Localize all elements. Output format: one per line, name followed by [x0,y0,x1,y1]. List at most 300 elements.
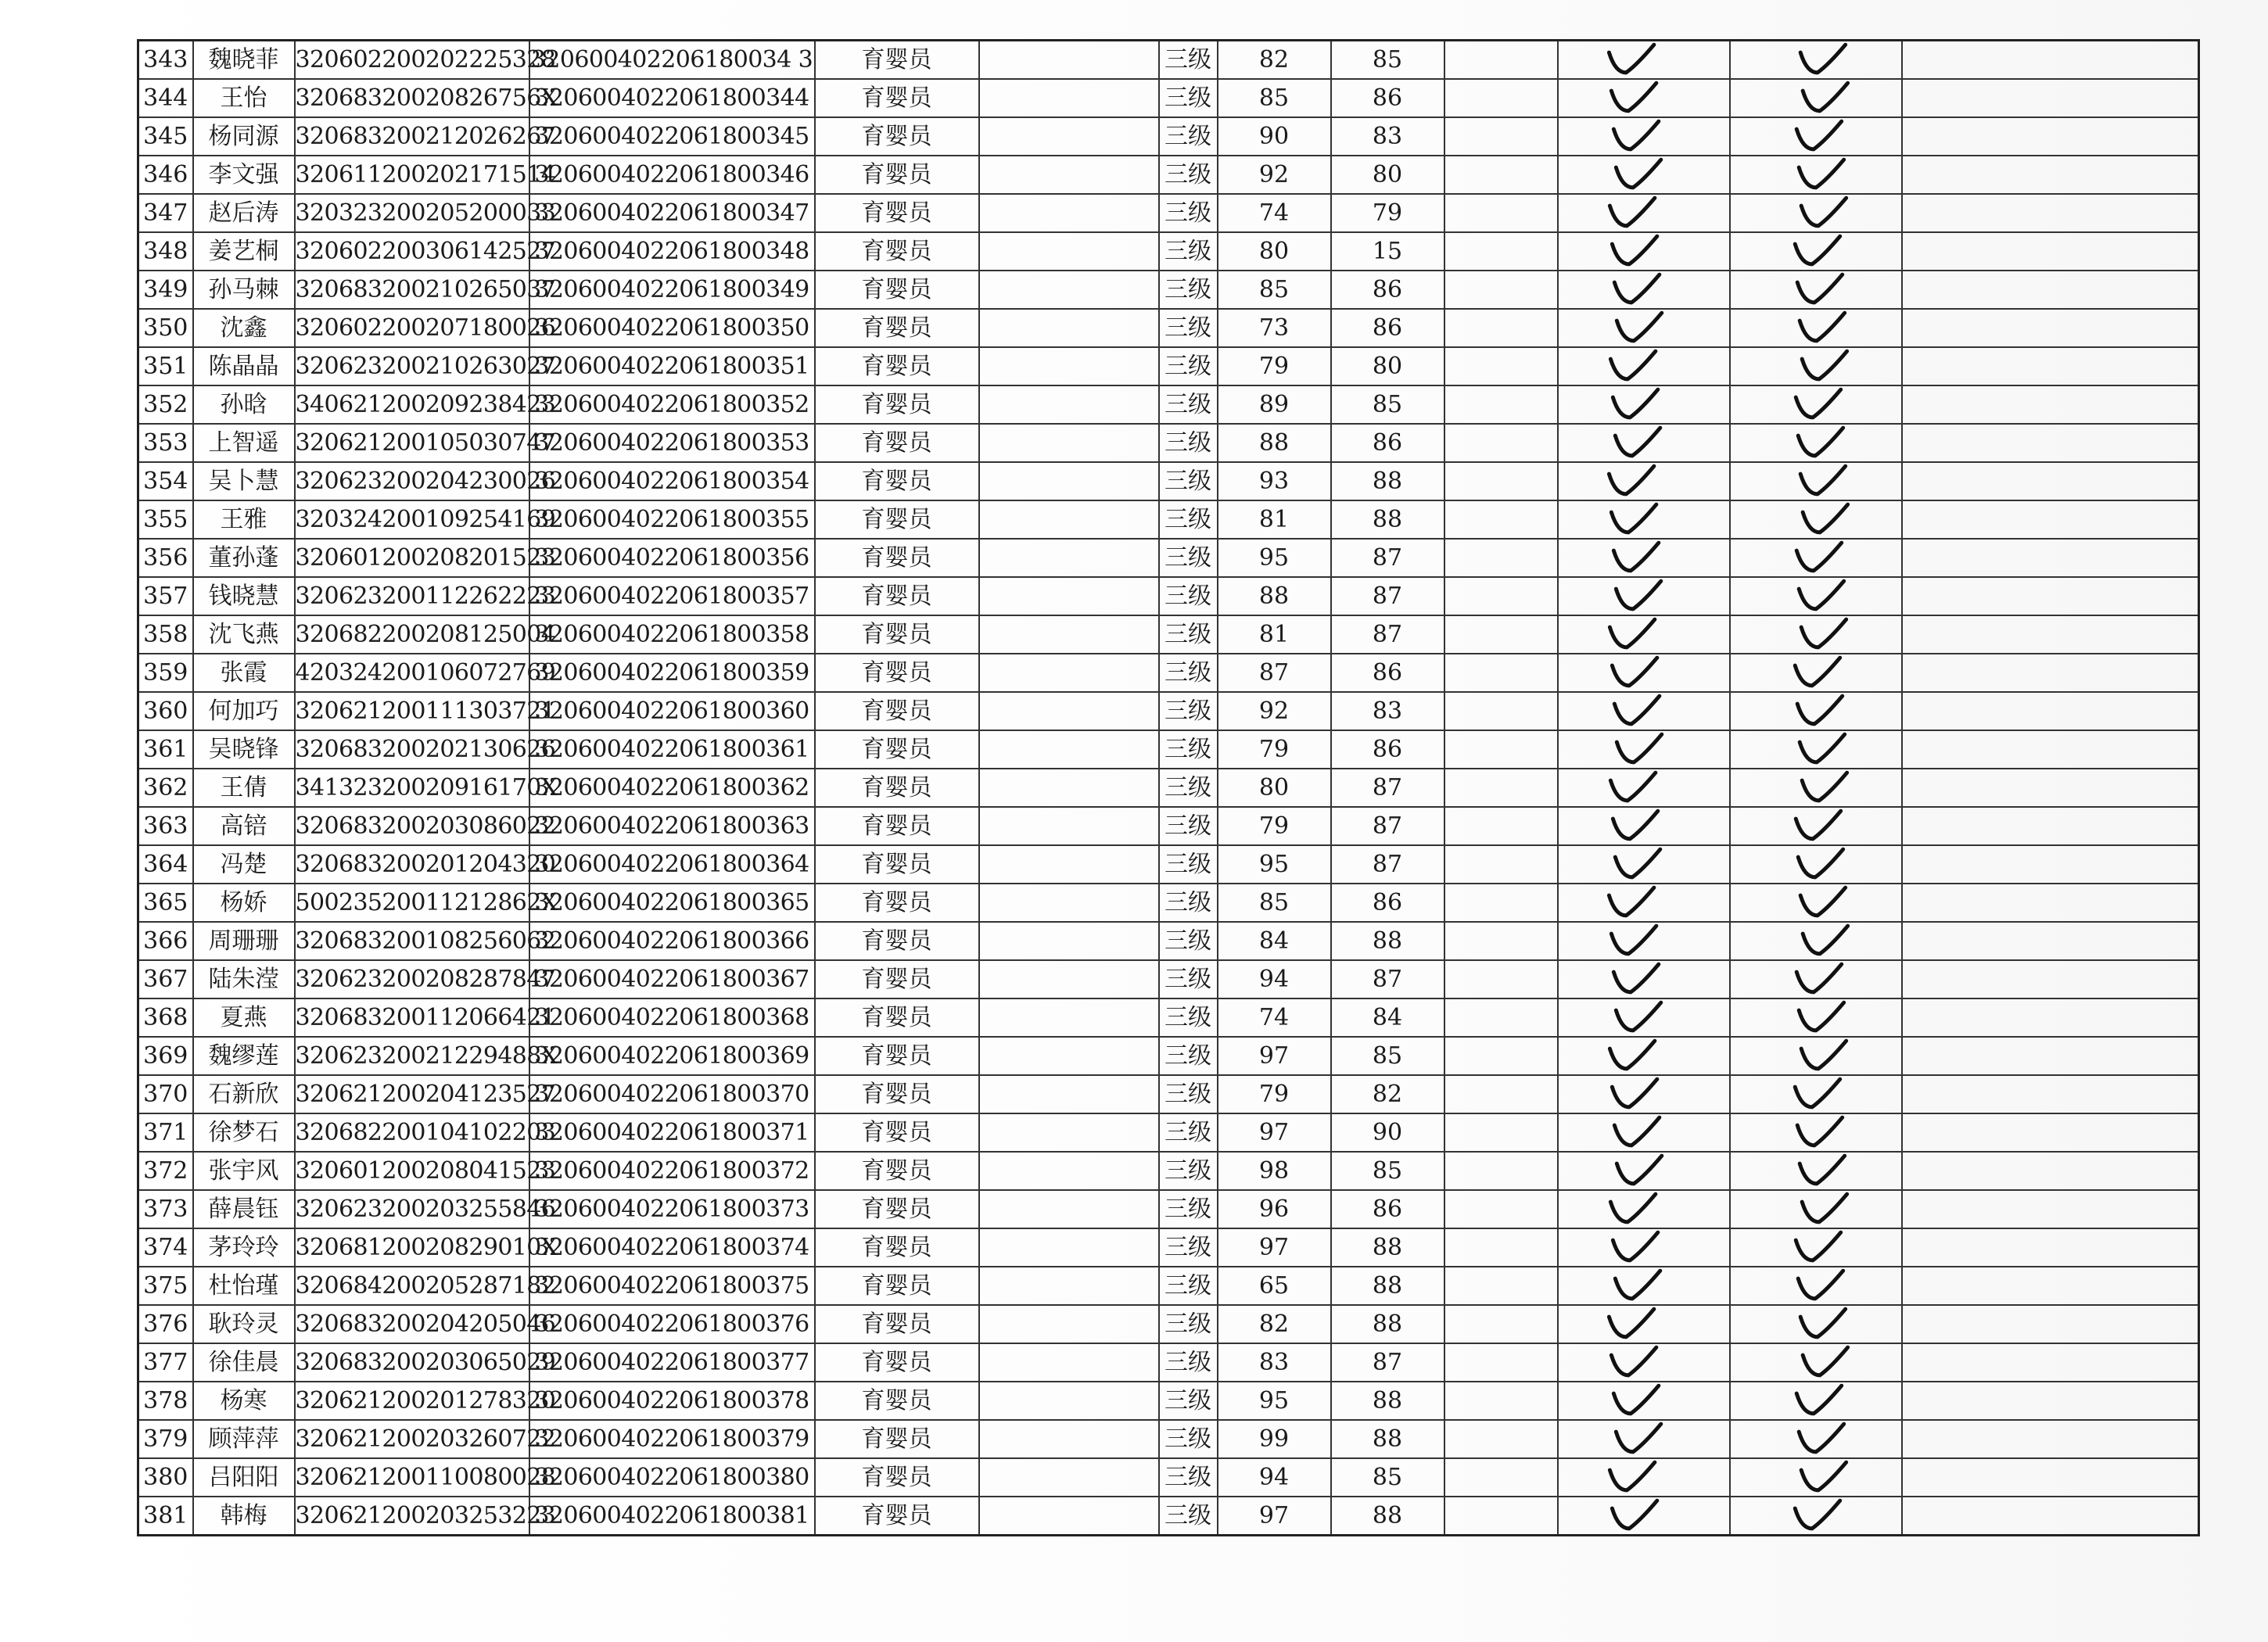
check-mark-stroke [1612,1500,1656,1529]
check-mark-icon [1559,41,1729,78]
blank-cell [979,462,1159,500]
blank-cell [1444,1152,1558,1190]
check-mark-stroke [1801,1041,1846,1069]
blank-cell [1444,922,1558,960]
blank-cell [1902,769,2199,807]
blank-cell [979,1228,1159,1267]
check-mark-stroke [1796,389,1840,418]
check-mark-icon [1559,731,1729,768]
blank-cell [1444,1113,1558,1152]
check-mark-icon [1559,578,1729,615]
check-mark-icon [1731,386,1901,423]
person-name: 陈晶晶 [193,347,295,385]
check-mark-2 [1730,884,1902,922]
skill-level: 三级 [1159,117,1218,156]
skill-level: 三级 [1159,922,1218,960]
check-mark-1 [1558,998,1730,1037]
person-name: 杨同源 [193,117,295,156]
theory-score: 95 [1218,1382,1331,1420]
skill-level: 三级 [1159,1420,1218,1458]
blank-cell [1902,845,2199,884]
check-mark-1 [1558,194,1730,232]
check-mark-2 [1730,769,1902,807]
table-row [138,117,2199,156]
row-number: 357 [138,577,193,615]
check-mark-stroke [1612,1079,1656,1107]
skill-score: 86 [1331,79,1444,117]
theory-score: 88 [1218,577,1331,615]
check-mark-icon [1731,1421,1901,1457]
check-mark-icon [1559,769,1729,806]
person-name: 高锫 [193,807,295,845]
blank-cell [979,1037,1159,1075]
blank-cell [1902,615,2199,654]
check-mark-2 [1730,1497,1902,1536]
theory-score: 82 [1218,41,1331,80]
check-mark-1 [1558,156,1730,194]
certificate-number: 3206004022061800362 [529,769,815,807]
check-mark-2 [1730,156,1902,194]
check-mark-stroke [1609,198,1654,226]
check-mark-icon [1559,118,1729,155]
check-mark-stroke [1798,849,1843,877]
check-mark-stroke [1799,1002,1843,1031]
certificate-number: 3206004022061800378 [529,1382,815,1420]
check-mark-icon [1731,693,1901,730]
occupation: 育婴员 [815,347,979,385]
table-row [138,1497,2199,1536]
skill-level: 三级 [1159,730,1218,769]
skill-score: 87 [1331,807,1444,845]
check-mark-1 [1558,41,1730,80]
occupation: 育婴员 [815,1190,979,1228]
blank-cell [1444,1305,1558,1343]
check-mark-icon [1731,1497,1901,1534]
check-mark-icon [1559,195,1729,231]
id-card-number: 320683200212026267 [295,117,529,156]
check-mark-icon [1731,310,1901,346]
check-mark-icon [1559,693,1729,730]
occupation: 育婴员 [815,654,979,692]
check-mark-stroke [1610,773,1655,801]
skill-level: 三级 [1159,385,1218,424]
check-mark-icon [1559,1497,1729,1534]
table-row [138,1075,2199,1113]
check-mark-stroke [1615,428,1660,456]
check-mark-1 [1558,79,1730,117]
check-mark-icon [1731,961,1901,998]
check-mark-2 [1730,1190,1902,1228]
check-mark-1 [1558,845,1730,884]
check-mark-stroke [1796,1386,1841,1414]
occupation: 育婴员 [815,1497,979,1536]
blank-cell [1902,156,2199,194]
check-mark-2 [1730,1228,1902,1267]
person-name: 顾萍萍 [193,1420,295,1458]
check-mark-icon [1731,616,1901,653]
blank-cell [1444,845,1558,884]
id-card-number: 320683200210265037 [295,271,529,309]
blank-cell [1902,462,2199,500]
occupation: 育婴员 [815,156,979,194]
check-mark-stroke [1610,1194,1655,1222]
row-number: 372 [138,1152,193,1190]
check-mark-2 [1730,922,1902,960]
check-mark-1 [1558,730,1730,769]
skill-level: 三级 [1159,769,1218,807]
row-number: 373 [138,1190,193,1228]
check-mark-icon [1731,884,1901,921]
occupation: 育婴员 [815,1343,979,1382]
table-row [138,347,2199,385]
skill-level: 三级 [1159,1113,1218,1152]
blank-cell [1902,232,2199,271]
id-card-number: 320621200110080028 [295,1458,529,1497]
skill-score: 87 [1331,615,1444,654]
check-mark-icon [1731,348,1901,385]
id-card-number: 50023520011212862X [295,884,529,922]
check-mark-2 [1730,730,1902,769]
check-mark-2 [1730,1343,1902,1382]
check-mark-1 [1558,347,1730,385]
certificate-number: 3206004022061800361 [529,730,815,769]
blank-cell [1444,884,1558,922]
check-mark-1 [1558,462,1730,500]
check-mark-icon [1731,731,1901,768]
id-card-number: 320602200207180026 [295,309,529,347]
check-mark-stroke [1610,351,1655,379]
check-mark-2 [1730,615,1902,654]
check-mark-stroke [1800,466,1845,494]
blank-cell [979,1152,1159,1190]
blank-cell [979,539,1159,577]
check-mark-1 [1558,117,1730,156]
blank-cell [979,1267,1159,1305]
certificate-number: 3206004022061800381 [529,1497,815,1536]
blank-cell [1444,539,1558,577]
skill-level: 三级 [1159,1343,1218,1382]
occupation: 育婴员 [815,1152,979,1190]
check-mark-2 [1730,424,1902,462]
theory-score: 74 [1218,998,1331,1037]
check-mark-icon [1731,540,1901,576]
blank-cell [1444,1075,1558,1113]
certificate-number: 3206004022061800373 [529,1190,815,1228]
occupation: 育婴员 [815,462,979,500]
check-mark-icon [1731,1076,1901,1113]
person-name: 薛晨钰 [193,1190,295,1228]
blank-cell [1902,385,2199,424]
id-card-number: 320621200203253223 [295,1497,529,1536]
occupation: 育婴员 [815,539,979,577]
certificate-number: 3206004022061800351 [529,347,815,385]
blank-cell [1444,730,1558,769]
blank-cell [979,845,1159,884]
skill-level: 三级 [1159,1267,1218,1305]
theory-score: 89 [1218,385,1331,424]
check-mark-stroke [1616,160,1660,188]
skill-level: 三级 [1159,960,1218,998]
occupation: 育婴员 [815,960,979,998]
blank-cell [1444,271,1558,309]
person-name: 吕阳阳 [193,1458,295,1497]
check-mark-icon [1559,961,1729,998]
check-mark-1 [1558,960,1730,998]
check-mark-icon [1731,1306,1901,1343]
check-mark-icon [1731,1459,1901,1496]
row-number: 361 [138,730,193,769]
check-mark-icon [1559,1306,1729,1343]
blank-cell [979,117,1159,156]
skill-score: 87 [1331,845,1444,884]
occupation: 育婴员 [815,1037,979,1075]
blank-cell [1902,654,2199,692]
check-mark-1 [1558,271,1730,309]
table-row [138,1267,2199,1305]
check-mark-stroke [1801,619,1846,647]
check-mark-1 [1558,922,1730,960]
row-number: 371 [138,1113,193,1152]
check-mark-1 [1558,1497,1730,1536]
skill-score: 88 [1331,500,1444,539]
blank-cell [979,1075,1159,1113]
person-name: 石新欣 [193,1075,295,1113]
certificate-number: 3206004022061800376 [529,1305,815,1343]
id-card-number: 32068120020829010X [295,1228,529,1267]
person-name: 徐佳晨 [193,1343,295,1382]
blank-cell [1444,1267,1558,1305]
skill-level: 三级 [1159,807,1218,845]
skill-score: 88 [1331,1305,1444,1343]
skill-level: 三级 [1159,1228,1218,1267]
check-mark-stroke [1800,887,1845,916]
skill-score: 80 [1331,347,1444,385]
occupation: 育婴员 [815,769,979,807]
blank-cell [1902,1343,2199,1382]
check-mark-icon [1731,425,1901,461]
check-mark-stroke [1617,734,1661,762]
skill-level: 三级 [1159,845,1218,884]
check-mark-2 [1730,500,1902,539]
check-mark-stroke [1797,696,1842,724]
blank-cell [979,232,1159,271]
check-mark-icon [1731,156,1901,193]
table-row [138,1037,2199,1075]
theory-score: 94 [1218,1458,1331,1497]
occupation: 育婴员 [815,424,979,462]
blank-cell [1902,1458,2199,1497]
row-number: 378 [138,1382,193,1420]
id-card-number: 320623200204230026 [295,462,529,500]
person-name: 王雅 [193,500,295,539]
check-mark-2 [1730,347,1902,385]
theory-score: 74 [1218,194,1331,232]
check-mark-stroke [1612,236,1656,264]
occupation: 育婴员 [815,117,979,156]
blank-cell [1902,1497,2199,1536]
check-mark-stroke [1798,1271,1843,1299]
check-mark-icon [1559,310,1729,346]
table-row [138,807,2199,845]
blank-cell [1902,1267,2199,1305]
id-card-number: 320623200208287847 [295,960,529,998]
person-name: 杜怡瑾 [193,1267,295,1305]
blank-cell [1902,998,2199,1037]
check-mark-stroke [1611,1347,1656,1375]
blank-cell [1444,156,1558,194]
blank-cell [1902,1190,2199,1228]
id-card-number: 320602200202225328 [295,41,529,80]
check-mark-1 [1558,577,1730,615]
skill-level: 三级 [1159,271,1218,309]
skill-score: 85 [1331,41,1444,80]
blank-cell [979,1190,1159,1228]
blank-cell [979,960,1159,998]
table-row [138,1382,2199,1420]
check-mark-stroke [1614,1117,1659,1145]
check-mark-stroke [1617,313,1661,341]
certificate-number: 3206004022061800364 [529,845,815,884]
check-mark-stroke [1796,964,1841,992]
skill-score: 82 [1331,1075,1444,1113]
blank-cell [1444,1458,1558,1497]
blank-cell [1444,79,1558,117]
certificate-number: 3206004022061800368 [529,998,815,1037]
check-mark-icon [1731,1153,1901,1189]
id-card-number: 320621200201278320 [295,1382,529,1420]
check-mark-stroke [1609,887,1653,916]
certificate-number: 3206004022061800372 [529,1152,815,1190]
check-mark-2 [1730,654,1902,692]
table-row [138,539,2199,577]
check-mark-1 [1558,807,1730,845]
check-mark-2 [1730,807,1902,845]
table-row [138,960,2199,998]
blank-cell [1444,309,1558,347]
theory-score: 98 [1218,1152,1331,1190]
skill-score: 90 [1331,1113,1444,1152]
check-mark-icon [1559,846,1729,883]
roster-body [138,41,2199,1536]
blank-cell [1444,1190,1558,1228]
row-number: 377 [138,1343,193,1382]
certificate-number: 3206004022061800352 [529,385,815,424]
table-row [138,1190,2199,1228]
blank-cell [979,769,1159,807]
id-card-number: 320621200105030747 [295,424,529,462]
check-mark-2 [1730,117,1902,156]
person-name: 吴晓锋 [193,730,295,769]
check-mark-icon [1731,463,1901,500]
row-number: 349 [138,271,193,309]
skill-level: 三级 [1159,998,1218,1037]
check-mark-icon [1731,1038,1901,1074]
skill-score: 83 [1331,692,1444,730]
skill-score: 85 [1331,1152,1444,1190]
person-name: 魏晓菲 [193,41,295,80]
check-mark-1 [1558,1190,1730,1228]
table-row [138,385,2199,424]
skill-score: 88 [1331,1267,1444,1305]
check-mark-icon [1559,233,1729,270]
id-card-number: 320611200202171514 [295,156,529,194]
occupation: 育婴员 [815,692,979,730]
check-mark-stroke [1609,45,1653,73]
person-name: 魏缪莲 [193,1037,295,1075]
blank-cell [1902,1037,2199,1075]
person-name: 吴卜慧 [193,462,295,500]
person-name: 陆朱滢 [193,960,295,998]
check-mark-stroke [1800,734,1844,762]
table-row [138,884,2199,922]
check-mark-icon [1731,233,1901,270]
blank-cell [979,654,1159,692]
skill-score: 86 [1331,309,1444,347]
person-name: 姜艺桐 [193,232,295,271]
skill-score: 88 [1331,1382,1444,1420]
occupation: 育婴员 [815,807,979,845]
blank-cell [979,922,1159,960]
certificate-number: 3206004022061800353 [529,424,815,462]
check-mark-2 [1730,1267,1902,1305]
check-mark-2 [1730,41,1902,80]
skill-level: 三级 [1159,1305,1218,1343]
skill-score: 87 [1331,539,1444,577]
person-name: 徐梦石 [193,1113,295,1152]
check-mark-1 [1558,615,1730,654]
id-card-number: 320683200202130626 [295,730,529,769]
check-mark-stroke [1609,466,1653,494]
blank-cell [1902,41,2199,80]
check-mark-icon [1559,923,1729,959]
person-name: 夏燕 [193,998,295,1037]
blank-cell [979,271,1159,309]
occupation: 育婴员 [815,41,979,80]
blank-cell [979,884,1159,922]
blank-cell [1902,194,2199,232]
row-number: 368 [138,998,193,1037]
skill-level: 三级 [1159,232,1218,271]
id-card-number: 32068320020826756X [295,79,529,117]
blank-cell [1444,615,1558,654]
check-mark-stroke [1613,811,1657,839]
check-mark-stroke [1802,351,1846,379]
theory-score: 79 [1218,807,1331,845]
row-number: 362 [138,769,193,807]
skill-level: 三级 [1159,1497,1218,1536]
blank-cell [1444,462,1558,500]
theory-score: 97 [1218,1228,1331,1267]
id-card-number: 34132320020916170X [295,769,529,807]
blank-cell [1902,1113,2199,1152]
blank-cell [979,500,1159,539]
check-mark-icon [1559,156,1729,193]
row-number: 374 [138,1228,193,1267]
person-name: 王怡 [193,79,295,117]
certificate-number: 3206004022061800356 [529,539,815,577]
blank-cell [1902,539,2199,577]
occupation: 育婴员 [815,577,979,615]
skill-level: 三级 [1159,347,1218,385]
person-name: 杨娇 [193,884,295,922]
check-mark-stroke [1801,1462,1846,1490]
check-mark-2 [1730,1152,1902,1190]
blank-cell [1444,577,1558,615]
check-mark-1 [1558,692,1730,730]
occupation: 育婴员 [815,309,979,347]
skill-level: 三级 [1159,500,1218,539]
id-card-number: 320683200203086022 [295,807,529,845]
